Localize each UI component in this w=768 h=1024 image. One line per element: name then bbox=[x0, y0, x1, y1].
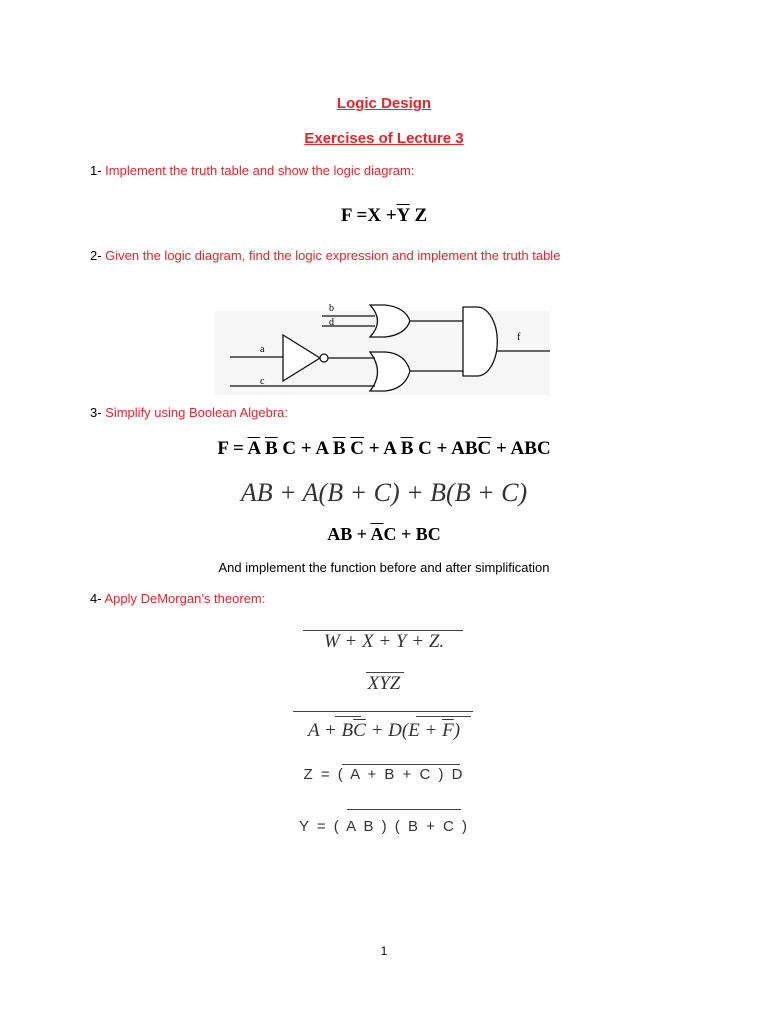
formula-q1-left: F =X + bbox=[340, 205, 397, 226]
f1-neg: $\overline{B}$ bbox=[264, 438, 278, 459]
question-3-text: Simplify using Boolean Algebra: bbox=[105, 405, 289, 420]
label-f: f bbox=[517, 332, 521, 343]
label-c: c bbox=[260, 376, 265, 387]
question-2-text: Given the logic diagram, find the logic expression and implement the truth table bbox=[105, 248, 561, 263]
f1-part: + A bbox=[363, 438, 401, 459]
question-3 bbox=[90, 405, 288, 420]
e3-part: ) bbox=[453, 720, 461, 741]
f1-neg: $\overline{B}$ bbox=[400, 438, 414, 459]
demorgan-expr-4: Z = ( A + B + C ) D bbox=[303, 766, 465, 783]
formula-q3-3 bbox=[0, 524, 768, 545]
f3-part: C + BC bbox=[383, 524, 441, 544]
demorgan-expr-3 bbox=[0, 720, 768, 742]
demorgan-expr-2: XYZ bbox=[367, 673, 401, 694]
f3-neg: $\overline{A}$ bbox=[370, 524, 384, 544]
and-gate bbox=[463, 307, 497, 376]
f1-neg: $\overline{C}$ bbox=[477, 438, 492, 459]
formula-q1-right: Z bbox=[409, 205, 428, 226]
f1-part: C + A bbox=[277, 438, 333, 459]
formula-q1-negated-term: $\overline{Y}$ bbox=[396, 205, 410, 226]
f1-neg: $\overline{B}$ bbox=[332, 438, 346, 459]
question-4 bbox=[90, 591, 265, 606]
f1-neg: $\overline{C}$ bbox=[350, 438, 364, 459]
question-2-number: 2- bbox=[90, 248, 106, 263]
e3-part: A + B bbox=[307, 720, 354, 741]
question-3-number: 3- bbox=[90, 405, 106, 420]
formula-q3-2: AB + A(B + C) + B(B + C) bbox=[240, 478, 528, 507]
question-2 bbox=[90, 248, 560, 263]
e3-overbar-ef bbox=[416, 716, 471, 717]
e3-part: + D(E + bbox=[365, 720, 443, 741]
question-4-number: 4- bbox=[90, 591, 105, 606]
label-d: d bbox=[329, 317, 334, 328]
f1-part: F = bbox=[217, 438, 248, 459]
not-gate-bubble bbox=[320, 354, 328, 362]
e3-neg: $\overline{C}$ bbox=[353, 720, 366, 741]
question-1-number: 1- bbox=[90, 163, 106, 178]
label-a: a bbox=[260, 344, 265, 355]
label-b: b bbox=[329, 303, 334, 314]
f1-part: + ABC bbox=[491, 438, 551, 459]
page-subtitle: Exercises of Lecture 3 bbox=[304, 130, 464, 147]
e3-neg: $\overline{F}$ bbox=[442, 720, 454, 741]
logic-diagram bbox=[215, 295, 560, 395]
page-number: 1 bbox=[380, 944, 388, 958]
formula-q1 bbox=[0, 205, 768, 227]
f1-neg: $\overline{A}$ bbox=[247, 438, 261, 459]
question-1 bbox=[90, 163, 414, 178]
e3-overbar-bc bbox=[335, 716, 361, 717]
q3-note: And implement the function before and after simplification bbox=[218, 560, 550, 575]
demorgan-expr-5: Y = ( A B ) ( B + C ) bbox=[298, 818, 470, 835]
f1-part: C + AB bbox=[413, 438, 478, 459]
f3-part: AB + bbox=[327, 524, 371, 544]
demorgan-expr-1: W + X + Y + Z. bbox=[323, 631, 445, 652]
question-4-text: Apply DeMorgan’s theorem: bbox=[104, 591, 266, 606]
question-1-text: Implement the truth table and show the logic diagram: bbox=[105, 163, 415, 178]
e4-overbar bbox=[342, 764, 460, 765]
e3-overbar-outer bbox=[293, 711, 473, 712]
e5-overbar bbox=[347, 809, 461, 810]
formula-q3-1 bbox=[0, 438, 768, 460]
page-title: Logic Design bbox=[336, 95, 432, 112]
